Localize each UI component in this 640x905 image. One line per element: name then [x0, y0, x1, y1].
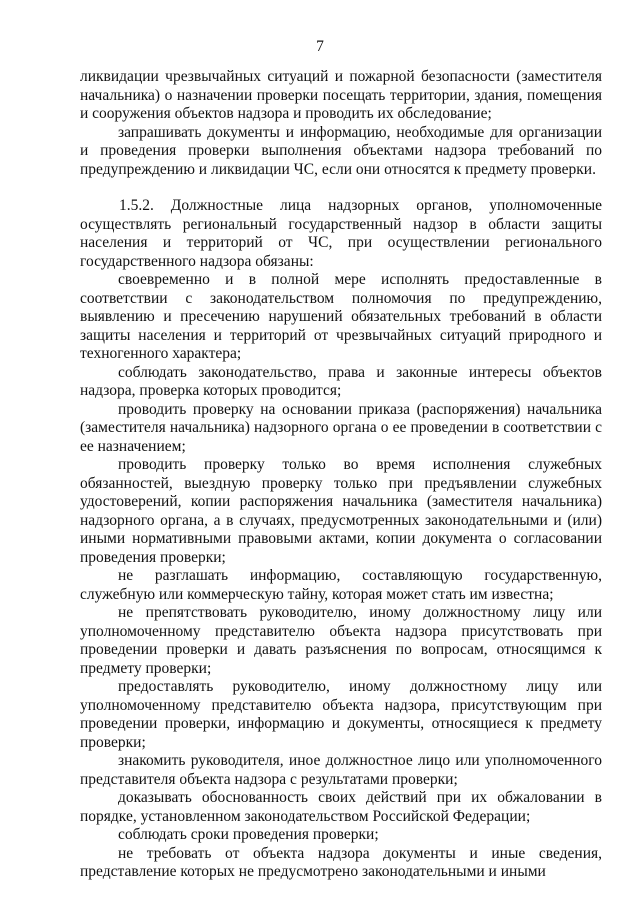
list-item: не разглашать информацию, составляющую государственную, служебную или коммерческую тайну, которая может стать им известна;	[80, 567, 602, 603]
list-item: не препятствовать руководителю, иному должностному лицу или уполномоченному представителю объекта надзора присутствовать при проведении проверки и давать разъяснения по вопросам, относящимся к предмету проверки;	[80, 604, 602, 677]
list-item: не требовать от объекта надзора документы и иные сведения, представление которых не предусмотрено законодательными и иными	[80, 844, 602, 880]
list-item: соблюдать законодательство, права и законные интересы объектов надзора, проверка которых проводится;	[80, 363, 602, 399]
list-item: доказывать обоснованность своих действий при их обжаловании в порядке, установленном законодательством Российской Федерации;	[80, 789, 602, 825]
list-item: своевременно и в полной мере исполнять предоставленные в соответствии с законодательством полномочия по предупреждению, выявлению и пресечению нарушений обязательных требований в области защиты населения и территорий от чрезвычайных ситуаций природного и техногенного характера;	[80, 271, 602, 362]
paragraph: запрашивать документы и информацию, необходимые для организации и проведения проверки выполнения объектами надзора требований по предупреждению и ликвидации ЧС, если они относятся к предмету проверки.	[80, 123, 602, 178]
list-item: проводить проверку только во время исполнения служебных обязанностей, выездную проверку только при предъявлении служебных удостоверений, копии распоряжения начальника (заместителя начальника) надзорного органа, а в случаях, предусмотренных законодательными и (или) иными нормативными правовыми актами, копии документа о согласовании проведения проверки;	[80, 456, 602, 566]
paragraph: ликвидации чрезвычайных ситуаций и пожарной безопасности (заместителя начальника) о назначении проверки посещать территории, здания, помещения и сооружения объектов надзора и проводить их обследование;	[80, 68, 602, 122]
document-body	[80, 68, 602, 882]
list-item: предоставлять руководителю, иному должностному лицу или уполномоченному представителю объекта надзора, присутствующим при проведении проверки, информацию и документы, относящиеся к предмету проверки;	[80, 678, 602, 751]
section-paragraph: 1.5.2. Должностные лица надзорных органов, уполномоченные осуществлять региональный государственный надзор в области защиты населения и территорий от ЧС, при осуществлении регионального государственного надзора обязаны:	[80, 197, 602, 270]
page-number: 7	[316, 38, 324, 55]
list-item: проводить проверку на основании приказа (распоряжения) начальника (заместителя начальника) надзорного органа о ее проведении в соответствии с ее назначением;	[80, 400, 602, 455]
list-item: соблюдать сроки проведения проверки;	[118, 826, 379, 843]
list-item: знакомить руководителя, иное должностное лицо или уполномоченного представителя объекта надзора с результатами проверки;	[80, 752, 602, 788]
